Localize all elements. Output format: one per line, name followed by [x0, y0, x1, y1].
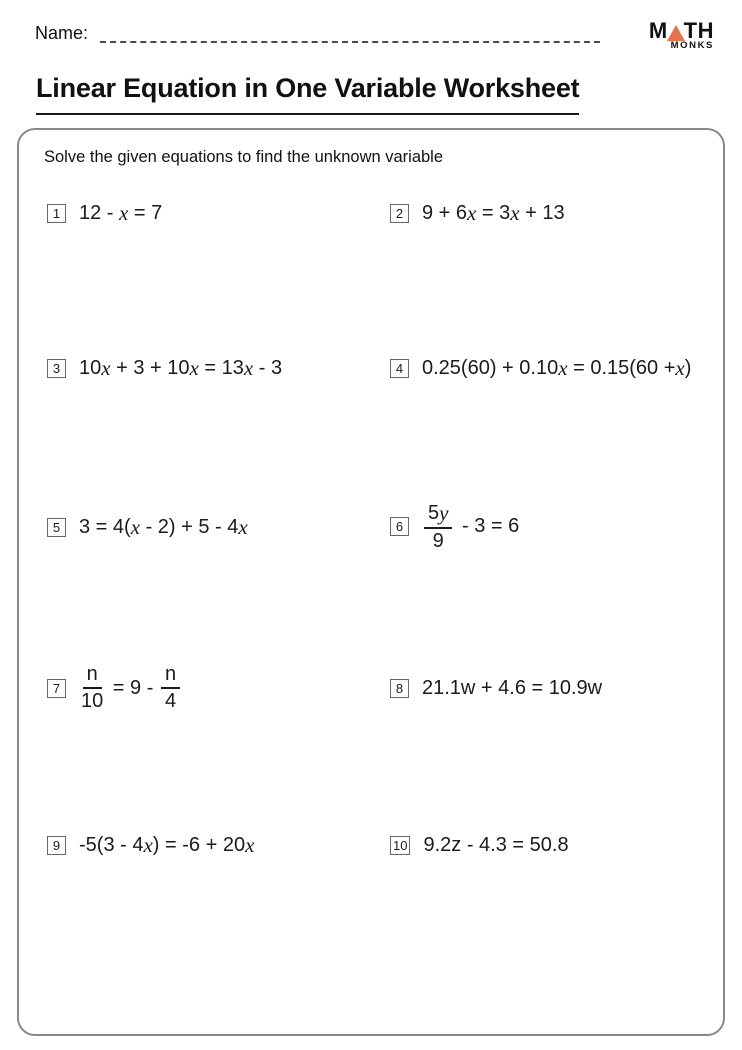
variable: x: [238, 514, 248, 539]
variable: x: [675, 356, 685, 380]
equation-text: 10: [79, 357, 102, 379]
equation: [423, 834, 568, 857]
equation: [422, 502, 519, 551]
equation-text: 3 = 4(: [79, 515, 131, 538]
equation-text: 12 -: [79, 202, 120, 224]
equation-text: = 0.15(60 +: [567, 357, 676, 379]
problem-number: 5: [47, 518, 66, 537]
problem-number: 3: [47, 359, 66, 378]
worksheet-box: [17, 128, 725, 1036]
instruction-text: Solve the given equations to find the unknown variable: [44, 148, 444, 166]
equation: [79, 515, 248, 540]
equation: [422, 356, 691, 381]
logo-math-row: [649, 20, 714, 42]
equation-text: 5: [428, 501, 440, 524]
variable: x: [130, 514, 141, 539]
problem: [390, 201, 723, 226]
equation-text: + 13: [519, 202, 565, 224]
variable: x: [510, 201, 520, 225]
fraction-numerator: [161, 664, 180, 689]
problem: [47, 515, 390, 540]
variable: x: [189, 356, 199, 380]
problem-number: 10: [390, 836, 410, 855]
problem-number: 8: [390, 679, 409, 698]
equation-text: n: [86, 663, 98, 685]
fraction-denominator: [433, 529, 444, 552]
problem-number: 1: [47, 204, 66, 223]
math-monks-logo: [649, 20, 714, 51]
title-wrap: [0, 73, 742, 115]
equation-text: ): [684, 357, 692, 379]
equation-text: = 13: [198, 357, 244, 379]
logo-letter-m: M: [648, 18, 668, 43]
problem: [47, 356, 390, 381]
problem: [390, 502, 723, 551]
fraction: [81, 664, 103, 712]
page-title: Linear Equation in One Variable Worksheet: [36, 73, 579, 115]
problem: [390, 677, 723, 700]
variable: y: [439, 501, 449, 526]
equation-text: = 9 -: [107, 676, 159, 699]
problem: [47, 833, 390, 858]
equation-text: 10: [81, 690, 104, 712]
fraction: [424, 502, 452, 551]
equation-text: - 2) + 5 - 4: [140, 515, 239, 538]
fraction: [161, 664, 180, 712]
page-header: [0, 0, 742, 51]
problem-number: 6: [390, 517, 409, 536]
variable: x: [245, 833, 255, 857]
logo-monks-text: MONKS: [670, 40, 714, 51]
variable: x: [243, 356, 254, 380]
problem: [47, 664, 390, 712]
equation-text: = 7: [128, 202, 163, 224]
equation: [422, 201, 565, 226]
equation: [79, 833, 254, 858]
equation-text: - 3: [253, 357, 283, 379]
equation: [79, 664, 184, 712]
equation-text: 9: [432, 529, 444, 552]
fraction-numerator: [83, 664, 102, 689]
name-row: [35, 20, 600, 44]
problem-number: 7: [47, 679, 66, 698]
logo-letters-th: TH: [683, 18, 714, 43]
equation-text: = 3: [476, 202, 511, 224]
equation: [422, 677, 602, 700]
problem: [390, 834, 723, 857]
name-fill-line: [100, 41, 600, 43]
equation-text: 21.1w + 4.6 = 10.9w: [422, 676, 603, 699]
equation-text: -5(3 - 4: [79, 834, 144, 856]
fraction-denominator: [81, 689, 103, 712]
variable: x: [101, 356, 111, 380]
equation-text: 0.25(60) + 0.10: [422, 357, 559, 379]
problems-grid: [19, 130, 723, 923]
problem: [47, 201, 390, 226]
equation: [79, 356, 282, 381]
equation-text: + 3 + 10: [110, 357, 190, 379]
equation-text: 4: [164, 690, 177, 712]
problem-number: 9: [47, 836, 66, 855]
variable: x: [143, 833, 153, 857]
problem-number: 2: [390, 204, 409, 223]
variable: x: [558, 356, 568, 380]
equation-text: 9 + 6: [422, 202, 468, 224]
fraction-numerator: [424, 502, 452, 528]
equation-text: ) = -6 + 20: [152, 834, 246, 856]
variable: x: [467, 201, 477, 225]
equation: [79, 201, 162, 226]
triangle-icon: [667, 25, 685, 41]
name-label: Name:: [35, 23, 89, 43]
equation-text: 9.2z - 4.3 = 50.8: [423, 834, 569, 856]
problem: [390, 356, 723, 381]
equation-text: n: [164, 663, 177, 685]
problem-number: 4: [390, 359, 409, 378]
fraction-denominator: [165, 689, 176, 712]
variable: x: [119, 201, 129, 225]
equation-text: - 3 = 6: [456, 515, 520, 538]
